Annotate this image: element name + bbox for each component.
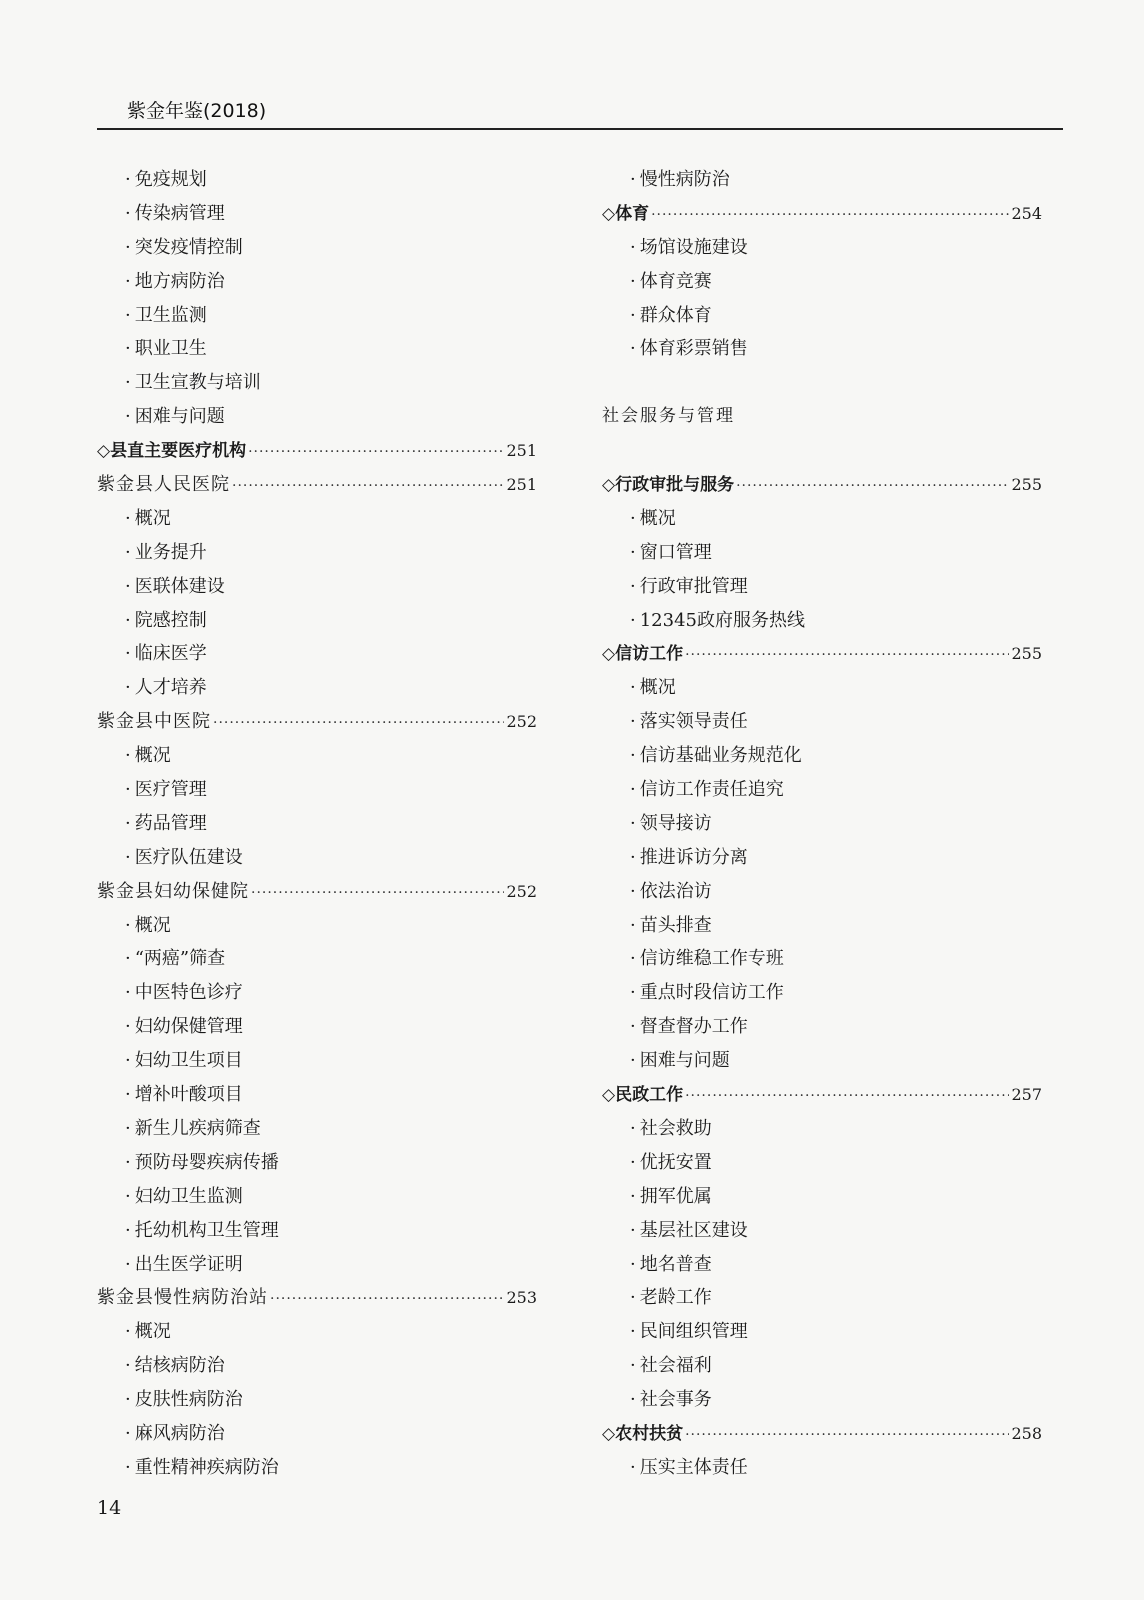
toc-subitem [97, 976, 537, 1010]
toc-subitem-label: 信访工作责任追究 [639, 779, 784, 801]
toc-subitem-label: 概况 [134, 745, 171, 767]
toc-right-column [602, 163, 1042, 1485]
bullet-dot-icon: · [125, 609, 131, 631]
toc-subitem-label: 信访基础业务规范化 [639, 745, 802, 767]
toc-subitem-label: 医疗队伍建设 [134, 846, 243, 868]
toc-subitem [602, 299, 1042, 333]
toc-subitem [602, 1349, 1042, 1383]
toc-subitem-label: 药品管理 [134, 812, 207, 834]
toc-subitem-label: 概况 [639, 677, 676, 699]
bullet-dot-icon: · [125, 202, 131, 224]
toc-subitem [97, 739, 537, 773]
dot-leader [251, 877, 504, 911]
bullet-dot-icon: · [125, 1321, 131, 1343]
toc-subitem [602, 1315, 1042, 1349]
toc-subitem-label: 出生医学证明 [134, 1253, 243, 1275]
toc-subitem [602, 1451, 1042, 1485]
toc-entry [97, 705, 537, 739]
toc-subitem [602, 671, 1042, 705]
toc-subitem [602, 1010, 1042, 1044]
toc-section [97, 434, 537, 468]
book-title: 紫金年鉴(2018) [127, 100, 267, 122]
toc-subitem [602, 705, 1042, 739]
bullet-dot-icon: · [125, 338, 131, 360]
bullet-dot-icon: · [630, 677, 636, 699]
toc-subitem-label: 妇幼卫生监测 [134, 1185, 243, 1207]
bullet-dot-icon: · [630, 1117, 636, 1139]
bullet-dot-icon: · [125, 1050, 131, 1072]
blank-row [602, 434, 1042, 468]
toc-subitem-label: 体育竞赛 [639, 270, 712, 292]
toc-subitem-label: 民间组织管理 [639, 1321, 748, 1343]
bullet-dot-icon: · [125, 1185, 131, 1207]
bullet-dot-icon: · [630, 1185, 636, 1207]
toc-subitem-label: 突发疫情控制 [134, 236, 243, 258]
toc-subitem [97, 400, 537, 434]
toc-subitem [97, 536, 537, 570]
dot-leader [736, 470, 1009, 504]
toc-subitem-label: 概况 [134, 1321, 171, 1343]
bullet-dot-icon: · [630, 846, 636, 868]
bullet-dot-icon: · [125, 507, 131, 529]
bullet-dot-icon: · [125, 304, 131, 326]
bullet-dot-icon: · [125, 1253, 131, 1275]
toc-subitem [602, 841, 1042, 875]
toc-subitem [602, 807, 1042, 841]
bullet-dot-icon: · [630, 609, 636, 631]
entry-label: 紫金县中医院 [97, 711, 211, 733]
section-label: ◇农村扶贫 [602, 1423, 684, 1444]
toc-subitem [97, 1180, 537, 1214]
section-label: ◇信访工作 [602, 644, 684, 665]
bullet-dot-icon: · [125, 1422, 131, 1444]
blank-row [602, 366, 1042, 400]
bullet-dot-icon: · [125, 846, 131, 868]
toc-page-number: 254 [1011, 203, 1042, 223]
toc-subitem [97, 1214, 537, 1248]
toc-subitem [97, 502, 537, 536]
toc-subitem-label: 12345政府服务热线 [639, 609, 805, 631]
toc-subitem-label: 地名普查 [639, 1253, 712, 1275]
bullet-dot-icon: · [630, 1151, 636, 1173]
toc-subitem [602, 502, 1042, 536]
bullet-dot-icon: · [630, 575, 636, 597]
bullet-dot-icon: · [630, 270, 636, 292]
toc-subitem [97, 637, 537, 671]
section-label: ◇体育 [602, 203, 650, 224]
toc-subitem [602, 942, 1042, 976]
toc-section [602, 197, 1042, 231]
toc-page-number: 252 [506, 712, 537, 732]
toc-page-number: 251 [506, 441, 537, 461]
bullet-dot-icon: · [125, 236, 131, 258]
toc-subitem [97, 942, 537, 976]
dot-leader [213, 707, 504, 741]
bullet-dot-icon: · [125, 1456, 131, 1478]
toc-subitem [97, 1383, 537, 1417]
toc-subitem-label: 窗口管理 [639, 541, 712, 563]
toc-subitem [97, 671, 537, 705]
section-label: ◇行政审批与服务 [602, 475, 735, 496]
bullet-dot-icon: · [125, 1355, 131, 1377]
toc-subitem [602, 604, 1042, 638]
bullet-dot-icon: · [125, 677, 131, 699]
entry-label: 紫金县人民医院 [97, 474, 230, 496]
toc-subitem-label: 社会救助 [639, 1117, 712, 1139]
toc-subitem-label: 概况 [134, 507, 171, 529]
toc-left-column [97, 163, 537, 1485]
toc-subitem-label: 医疗管理 [134, 779, 207, 801]
section-label: ◇县直主要医疗机构 [97, 441, 247, 462]
toc-subitem-label: 督查督办工作 [639, 1016, 748, 1038]
toc-entry [97, 468, 537, 502]
toc-subitem-label: 业务提升 [134, 541, 207, 563]
toc-subitem-label: 麻风病防治 [134, 1422, 225, 1444]
bullet-dot-icon: · [630, 1016, 636, 1038]
bullet-dot-icon: · [125, 169, 131, 190]
bullet-dot-icon: · [630, 745, 636, 767]
toc-subitem [97, 570, 537, 604]
toc-subitem [602, 976, 1042, 1010]
toc-subitem-label: 基层社区建设 [639, 1219, 748, 1241]
toc-subitem [602, 1146, 1042, 1180]
bullet-dot-icon: · [630, 1287, 636, 1309]
toc-subitem [97, 1010, 537, 1044]
bullet-dot-icon: · [630, 169, 636, 190]
toc-subitem-label: 困难与问题 [134, 406, 225, 428]
bullet-dot-icon: · [125, 1084, 131, 1106]
bullet-dot-icon: · [125, 372, 131, 394]
toc-subitem [97, 1417, 537, 1451]
part-heading: 社会服务与管理 [602, 406, 735, 427]
bullet-dot-icon: · [630, 304, 636, 326]
toc-subitem-label: 医联体建设 [134, 575, 225, 597]
toc-subitem-label: 拥军优属 [639, 1185, 712, 1207]
toc-subitem-label: 传染病管理 [134, 202, 225, 224]
toc-page-number: 252 [506, 881, 537, 901]
toc-subitem [97, 197, 537, 231]
toc-subitem [97, 1248, 537, 1282]
toc-subitem-label: 压实主体责任 [639, 1456, 748, 1478]
dot-leader [248, 436, 504, 470]
bullet-dot-icon: · [125, 948, 131, 970]
toc-subitem-label: 妇幼卫生项目 [134, 1050, 243, 1072]
dot-leader [270, 1283, 504, 1317]
toc-subitem-label: “两癌”筛查 [134, 948, 226, 970]
bullet-dot-icon: · [630, 1253, 636, 1275]
toc-subitem [602, 1044, 1042, 1078]
bullet-dot-icon: · [125, 1016, 131, 1038]
bullet-dot-icon: · [125, 1117, 131, 1139]
dot-leader [685, 1419, 1009, 1453]
bullet-dot-icon: · [125, 982, 131, 1004]
dot-leader [232, 470, 504, 504]
toc-subitem-label: 卫生监测 [134, 304, 207, 326]
toc-subitem-label: 群众体育 [639, 304, 712, 326]
toc-subitem [97, 231, 537, 265]
toc-subitem [97, 909, 537, 943]
toc-subitem-label: 慢性病防治 [639, 169, 730, 190]
toc-subitem [97, 332, 537, 366]
bullet-dot-icon: · [630, 1456, 636, 1478]
toc-subitem-label: 社会福利 [639, 1355, 712, 1377]
bullet-dot-icon: · [125, 643, 131, 665]
entry-label: 紫金县慢性病防治站 [97, 1287, 268, 1309]
bullet-dot-icon: · [630, 880, 636, 902]
toc-subitem [97, 163, 537, 197]
bullet-dot-icon: · [630, 982, 636, 1004]
toc-page-number: 253 [506, 1288, 537, 1308]
bullet-dot-icon: · [125, 779, 131, 801]
toc-subitem [602, 773, 1042, 807]
bullet-dot-icon: · [630, 1050, 636, 1072]
bullet-dot-icon: · [630, 338, 636, 360]
toc-subitem-label: 重性精神疾病防治 [134, 1456, 279, 1478]
toc-subitem-label: 增补叶酸项目 [134, 1084, 243, 1106]
toc-subitem-label: 概况 [639, 507, 676, 529]
toc-page-number: 251 [506, 475, 537, 495]
toc-subitem [97, 1349, 537, 1383]
toc-subitem [602, 1112, 1042, 1146]
toc-subitem-label: 优抚安置 [639, 1151, 712, 1173]
toc-subitem-label: 地方病防治 [134, 270, 225, 292]
entry-label: 紫金县妇幼保健院 [97, 880, 249, 902]
toc-subitem [602, 163, 1042, 197]
bullet-dot-icon: · [630, 507, 636, 529]
toc-entry [97, 1281, 537, 1315]
bullet-dot-icon: · [630, 812, 636, 834]
toc-subitem-label: 场馆设施建设 [639, 236, 748, 258]
toc-subitem-label: 托幼机构卫生管理 [134, 1219, 279, 1241]
toc-subitem [602, 536, 1042, 570]
dot-leader [685, 639, 1009, 673]
toc-subitem-label: 苗头排查 [639, 914, 712, 936]
bullet-dot-icon: · [630, 1219, 636, 1241]
bullet-dot-icon: · [125, 914, 131, 936]
dot-leader [685, 1080, 1009, 1114]
toc-subitem-label: 预防母婴疾病传播 [134, 1151, 279, 1173]
toc-subitem [602, 570, 1042, 604]
toc-subitem [97, 841, 537, 875]
toc-subitem-label: 行政审批管理 [639, 575, 748, 597]
toc-subitem [602, 332, 1042, 366]
toc-subitem [602, 1180, 1042, 1214]
toc-subitem [602, 1214, 1042, 1248]
toc-subitem-label: 落实领导责任 [639, 711, 748, 733]
bullet-dot-icon: · [630, 541, 636, 563]
toc-subitem [97, 265, 537, 299]
toc-subitem-label: 体育彩票销售 [639, 338, 748, 360]
bullet-dot-icon: · [630, 779, 636, 801]
toc-subitem [97, 604, 537, 638]
bullet-dot-icon: · [125, 575, 131, 597]
bullet-dot-icon: · [630, 948, 636, 970]
toc-subitem [602, 1383, 1042, 1417]
toc-subitem [97, 1146, 537, 1180]
toc-subitem [97, 1451, 537, 1485]
toc-section [602, 1417, 1042, 1451]
toc-subitem [97, 807, 537, 841]
bullet-dot-icon: · [630, 914, 636, 936]
toc-subitem [97, 366, 537, 400]
bullet-dot-icon: · [125, 541, 131, 563]
running-header [97, 94, 1063, 130]
toc-subitem-label: 临床医学 [134, 643, 207, 665]
toc-subitem [602, 265, 1042, 299]
toc-subitem [602, 231, 1042, 265]
toc-subitem-label: 领导接访 [639, 812, 712, 834]
toc-page-number: 255 [1011, 644, 1042, 664]
section-label: ◇民政工作 [602, 1085, 684, 1106]
bullet-dot-icon: · [125, 745, 131, 767]
toc-subitem-label: 人才培养 [134, 677, 207, 699]
toc-subitem [97, 1315, 537, 1349]
bullet-dot-icon: · [630, 1321, 636, 1343]
toc-subitem-label: 推进诉访分离 [639, 846, 748, 868]
bullet-dot-icon: · [125, 270, 131, 292]
toc-subitem-label: 重点时段信访工作 [639, 982, 784, 1004]
toc-section [602, 1078, 1042, 1112]
page-number: 14 [97, 1497, 122, 1519]
bullet-dot-icon: · [125, 1151, 131, 1173]
bullet-dot-icon: · [630, 711, 636, 733]
toc-subitem [97, 1044, 537, 1078]
toc-subitem-label: 妇幼保健管理 [134, 1016, 243, 1038]
toc-entry [97, 875, 537, 909]
toc-subitem-label: 新生儿疾病筛查 [134, 1117, 261, 1139]
toc-subitem-label: 院感控制 [134, 609, 207, 631]
bullet-dot-icon: · [125, 406, 131, 428]
toc-section [602, 637, 1042, 671]
toc-subitem [97, 299, 537, 333]
bullet-dot-icon: · [630, 1389, 636, 1411]
toc-subitem-label: 老龄工作 [639, 1287, 712, 1309]
toc-subitem-label: 依法治访 [639, 880, 712, 902]
toc-subitem-label: 皮肤性病防治 [134, 1389, 243, 1411]
toc-subitem-label: 困难与问题 [639, 1050, 730, 1072]
toc-subitem-label: 概况 [134, 914, 171, 936]
toc-subitem [602, 1281, 1042, 1315]
toc-subitem [97, 1112, 537, 1146]
toc-subitem-label: 职业卫生 [134, 338, 207, 360]
toc-subitem-label: 结核病防治 [134, 1355, 225, 1377]
toc-subitem [602, 875, 1042, 909]
dot-leader [651, 199, 1009, 233]
toc-subitem-label: 免疫规划 [134, 169, 207, 190]
toc-subitem-label: 信访维稳工作专班 [639, 948, 784, 970]
toc-page-number: 257 [1011, 1085, 1042, 1105]
bullet-dot-icon: · [125, 1219, 131, 1241]
bullet-dot-icon: · [630, 1355, 636, 1377]
toc-subitem [97, 773, 537, 807]
toc-page-number: 258 [1011, 1423, 1042, 1443]
bullet-dot-icon: · [630, 236, 636, 258]
toc-subitem [602, 739, 1042, 773]
toc-subitem-label: 卫生宣教与培训 [134, 372, 261, 394]
toc-subitem [602, 1248, 1042, 1282]
toc-section [602, 468, 1042, 502]
toc-subitem-label: 中医特色诊疗 [134, 982, 243, 1004]
toc-page-number: 255 [1011, 475, 1042, 495]
toc-subitem-label: 社会事务 [639, 1389, 712, 1411]
bullet-dot-icon: · [125, 812, 131, 834]
toc-subitem [97, 1078, 537, 1112]
toc-subitem [602, 909, 1042, 943]
bullet-dot-icon: · [125, 1389, 131, 1411]
